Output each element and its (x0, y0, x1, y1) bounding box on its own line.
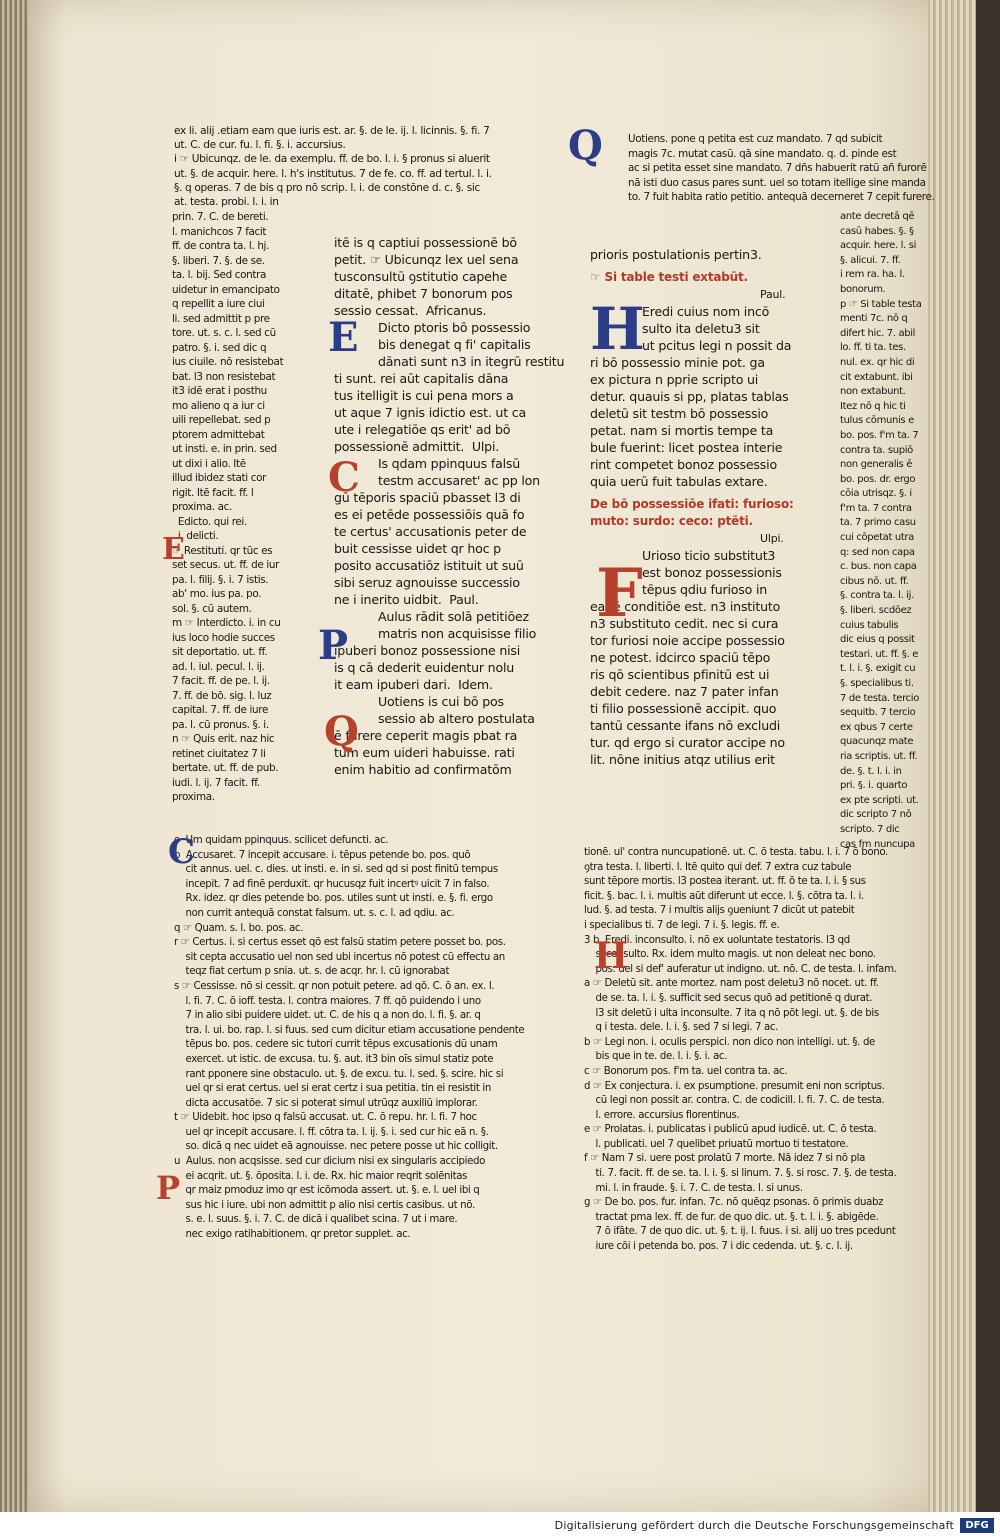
gloss-line: ta. 7 primo casu (840, 517, 916, 529)
gloss-line: ex li. alij .etiam eam que iuris est. ar. §. de le. ij. l. licinnis. §. fi. 7 (174, 125, 490, 137)
gloss-line: cui cōpetat utra (840, 532, 914, 544)
gloss-line: Edicto. qui rei. (172, 515, 247, 528)
text-line: ut pcitus legi n possit da (642, 338, 792, 353)
text-line: bis denegat q fi' capitalis (378, 337, 531, 352)
text-line: ute i relegatiōe qs erit' ad bō (334, 422, 511, 437)
gloss-line: quacunqz mate (840, 736, 914, 748)
gloss-line: ac si petita esset sine mandato. 7 dñs habuerit ratū añ furorē (628, 162, 927, 175)
gloss-line: si consulto. Rx. idem multo magis. ut non deleat nec bono. (584, 949, 876, 961)
text-line: it eam ipuberi dari. Idem. (334, 677, 493, 692)
gloss-line: prin. 7. C. de bereti. (172, 211, 269, 223)
text-line: es ei petēde possessiōis quā fo (334, 507, 525, 522)
gloss-line: nā isti duo casus pares sunt. uel so totam itellige sine manda (628, 176, 926, 189)
dfg-logo-icon: DFG (960, 1518, 994, 1533)
gloss-line: dic eius q possit (840, 634, 915, 646)
gloss-line: proxima. ac. (172, 501, 232, 513)
gloss-line: cit extabunt. ibi (840, 371, 913, 383)
text-line: tēpus qdiu furioso in (642, 582, 768, 597)
gloss-line: l. errore. accursius florentinus. (584, 1109, 740, 1121)
text-line: ditatē, phibet 7 bonorum pos (334, 286, 513, 301)
gloss-line: ab' mo. ius pa. po. (172, 588, 262, 600)
gloss-line: rigit. Itē facit. ff. l (172, 486, 254, 499)
gloss-line: casū habes. §. § (840, 225, 914, 237)
gloss-line: tractat pma lex. ff. de fur. de quo dic. ut. §. t. l. i. §. abigēde. (584, 1211, 879, 1223)
gloss-line: testari. ut. ff. §. e (840, 648, 919, 660)
text-line: buit cessisse uidet qr hoc p (334, 541, 501, 556)
text-line: rint competet bonoz possessio (590, 457, 777, 472)
gloss-line: nec exigo ratihabitionem. qr pretor supplet. ac. (174, 1229, 411, 1241)
text-line: matris non acquisisse filio (378, 626, 537, 641)
initial-h-blue: H (590, 295, 645, 363)
gloss-line: l3 sit deletū i ulta inconsulte. 7 ita q nō pōt legi. ut. §. de bis (584, 1007, 879, 1019)
gloss-line: d ☞ Ex conjectura. i. ex psumptione. presumit eni non scriptus. (584, 1080, 885, 1092)
gloss-line: l. fi. 7. C. ō ioff. testa. l. contra maiores. 7 ff. qō puidendo i uno (174, 995, 481, 1007)
gloss-line: f'm ta. 7 contra (840, 502, 912, 514)
gloss-line: o Um quidam ppinquus. scilicet defuncti. ac. (174, 835, 389, 846)
gloss-line: uel qr si erat certus. uel si erat certz i sua petitia. tin ei resistit in (174, 1083, 491, 1095)
gloss-line: magis 7c. mutat casū. qā sine mandato. q. d. pinde est (628, 147, 897, 160)
gloss-line: sit cepta accusatio uel non sed ubi incertus nō potest cū effectu an (174, 951, 505, 963)
text-line: testm accusaret' ac pp lon (378, 473, 540, 488)
gloss-line: uel qr incepit accusare. l. ff. cōtra ta. l. ij. §. i. sed cur hic eā n. §. (174, 1126, 489, 1138)
gloss-line: sus hic i iure. ubi non admittit p alio nisi certis casibus. ut nō. (174, 1199, 475, 1211)
gloss-line: non currit antequā constat falsum. ut. s. c. l. ad qdiu. ac. (174, 907, 455, 919)
text-line: deletū sit testm bō possessio (590, 406, 769, 421)
gloss-line: q ☞ Quam. s. l. bo. pos. ac. (174, 922, 304, 934)
gloss-line: ei acqrit. ut. §. ōposita. l. i. de. Rx. hic maior reqrit solēnitas (174, 1170, 468, 1182)
gloss-line: q: sed non capa (840, 546, 915, 558)
text-line: ut aque 7 ignis idictio est. ut ca (334, 405, 527, 420)
gloss-line: de. §. t. l. i. in (840, 765, 902, 777)
gloss-line: ante decretā qē (840, 211, 915, 222)
initial-f-red: F (596, 554, 643, 632)
text-line: sessio ab altero postulata (378, 711, 535, 726)
text-line: tus itelligit is cui pena mors a (334, 388, 514, 403)
gloss-line: tulus cōmunis e (840, 415, 914, 427)
gloss-line: illud ibidez stati cor (172, 472, 267, 484)
text-line: tusconsultū ꝯstitutio capehe (334, 269, 508, 284)
text-line: bule fuerint: licet postea interie (590, 440, 783, 455)
gloss-line: tore. ut. s. c. l. sed cū (172, 327, 276, 339)
right-gloss-column (840, 210, 950, 852)
gloss-line: i. delicti. (172, 530, 219, 542)
text-line: ti filio possessionē accipit. quo (590, 701, 777, 716)
gloss-line: n ☞ Quis erit. naz hic (172, 733, 275, 745)
gloss-line: ius loco hodie succes (172, 631, 275, 644)
gloss-line: f ☞ Nam 7 si. uere post prolatū 7 morte. Nā idez 7 si nō pla (584, 1153, 866, 1165)
gloss-line: ut. C. de cur. fu. l. fi. §. i. accursius. (174, 139, 346, 152)
gloss-line: mi. l. in fraude. §. i. 7. C. de testa. l. si unus. (584, 1182, 803, 1194)
gloss-line: sunt tēpore mortis. l3 postea iterant. ut. ff. ō te ta. l. i. § sus (584, 876, 866, 888)
initial-e-blue: E (328, 314, 359, 361)
gloss-line: dic scripto 7 nō (840, 809, 912, 821)
gloss-line: ex qbus 7 certe (840, 721, 913, 733)
gloss-line: ad. l. iul. pecul. l. ij. (172, 660, 265, 673)
gloss-line: a ☞ Deletū sit. ante mortez. nam post deletu3 nō nocet. ut. ff. (584, 978, 879, 990)
initial-q-red: Q (324, 708, 359, 755)
initial-c-red: C (328, 454, 360, 501)
gloss-line: §. liberi. scdōez (840, 605, 912, 617)
gloss-line: dicta accusatōe. 7 sic si poterat simul utrūqz auxiliū implorar. (174, 1097, 478, 1109)
gloss-line: g ☞ De bo. pos. fur. infan. 7c. nō quēqz psonas. ō primis duabz (584, 1197, 884, 1209)
author-label: Ulpi. (760, 532, 784, 545)
text-line: eadē conditiōe est. n3 instituto (590, 599, 781, 614)
text-line: ex pictura n pprie scripto ui (590, 372, 759, 387)
gloss-line: i rem ra. ha. l. (840, 269, 905, 281)
gloss-line: c. bus. non capa (840, 561, 917, 573)
text-line: tum eum uideri habuisse. rati (334, 745, 515, 760)
gloss-line: u Aulus. non acqsisse. sed cur dicium nisi ex singularis accipiedo (174, 1156, 486, 1168)
bottom-right-gloss (584, 846, 950, 1255)
gloss-line: rant pponere sine obstaculo. ut. §. de excu. tu. l. sed. §. scire. hic si (174, 1068, 504, 1080)
gloss-line: l. manichcos 7 facit (172, 225, 267, 238)
text-line: ne potest. idcirco spaciū tēpo (590, 650, 771, 665)
text-line: n3 substituto cedit. nec si cura (590, 616, 779, 631)
gloss-line: cū legi non possit ar. contra. C. de codicill. l. fi. 7. C. de testa. (584, 1095, 885, 1107)
text-line: posito accusatiōz istituit ut suū (334, 558, 524, 573)
gloss-line: acquir. here. l. si (840, 240, 917, 252)
gloss-line: mo alieno q a iur ci (172, 399, 265, 412)
top-left-gloss (174, 124, 594, 209)
gloss-line: Itez nō q hic ti (840, 400, 906, 412)
gloss-line: ☞ Restituti. qr tūc es (172, 544, 273, 557)
gloss-line: at. testa. probi. l. i. in (174, 196, 279, 209)
gloss-line: difert hic. 7. abil (840, 327, 916, 339)
gloss-line: de se. ta. l. i. §. sufficit sed secus quō ad petitionē q durat. (584, 992, 873, 1004)
gloss-line: s. e. l. suus. §. i. 7. C. de dicā i qualibet scina. 7 ut i mare. (174, 1214, 458, 1226)
gloss-line: m ☞ Interdicto. i. in cu (172, 617, 281, 629)
gloss-line: 7 ō ifāte. 7 de quo dic. ut. §. t. ij. l. fuus. i si. alij uo tres pcedunt (584, 1226, 896, 1238)
gloss-line: ria scriptis. ut. ff. (840, 750, 918, 762)
text-line: possessionē admittit. Ulpi. (334, 439, 500, 454)
gloss-line: lo. ff. ti ta. tes. (840, 342, 906, 354)
initial-p-blue: P (318, 622, 349, 669)
gloss-line: 3 b Eredi. inconsulto. i. nō ex uoluntate testatoris. l3 qd (584, 934, 850, 946)
initial-q-blue: Q (568, 122, 603, 169)
text-line: quia uerū fuit tabulas extare. (590, 474, 768, 489)
text-line: ti sunt. rei aūt capitalis dāna (334, 371, 509, 386)
gloss-line: c ☞ Bonorum pos. f'm ta. uel contra ta. ac. (584, 1065, 788, 1077)
gloss-line: t ☞ Uidebit. hoc ipso q falsū accusat. ut. C. ō repu. hr. l. fi. 7 hoc (174, 1112, 477, 1124)
initial-c-blue: C (168, 832, 196, 872)
text-line: est bonoz possessionis (642, 565, 782, 580)
gloss-line: bo. pos. f'm ta. 7 (840, 429, 919, 441)
gloss-line: iure cōi i petenda bo. pos. 7 i dic cedenda. ut. §. c. l. ij. (584, 1241, 853, 1253)
gloss-line: pos. uel si def' auferatur ut indigno. ut. nō. C. de testa. l. infam. (584, 963, 897, 975)
gloss-line: incepit. 7 ad finē perduxit. qr hucusqz fuit incertꝰ uicit 7 in falso. (174, 878, 490, 890)
gloss-line: q i testa. dele. l. i. §. sed 7 si legi. 7 ac. (584, 1022, 779, 1034)
gloss-line: cit annus. uel. c. dies. ut insti. e. in si. sed qd si post finitū tempus (174, 864, 498, 876)
text-line: ē furere ceperit magis pbat ra (334, 728, 518, 743)
gloss-line: bonorum. (840, 283, 886, 295)
gloss-line: l. publicati. uel 7 quelibet priuatū mortuo ti testatore. (584, 1138, 849, 1150)
text-line: Is qdam ppinquus falsū (378, 456, 521, 471)
text-line: Urioso ticio substitut3 (642, 548, 776, 563)
gloss-line: sol. §. cū autem. (172, 602, 252, 615)
text-line: sulto ita deletu3 sit (642, 321, 760, 336)
gloss-line: bat. l3 non resistebat (172, 370, 276, 383)
rubric-heading: De bō possessiōe ifati: furioso: (590, 497, 794, 511)
gloss-line: contra ta. supiō (840, 444, 913, 456)
text-line: Uotiens is cui bō pos (378, 694, 504, 709)
gloss-line: §. contra ta. l. ij. (840, 590, 914, 602)
top-right-gloss (628, 132, 958, 205)
initial-h-red: H (594, 935, 629, 977)
text-line: tur. qd ergo si curator accipe no (590, 735, 785, 750)
text-line: sessio cessat. Africanus. (334, 303, 487, 318)
gloss-line: b ☞ Legi non. i. oculis perspici. non dico non intelligi. ut. §. de (584, 1036, 875, 1048)
gloss-line: uidetur in emancipato (172, 283, 280, 296)
text-line: te certus' accusationis peter de (334, 524, 527, 539)
gloss-line: q repellit a iure ciui (172, 298, 265, 310)
gloss-line: ut insti. e. in prin. sed (172, 443, 277, 455)
gloss-line: 7 in alio sibi puidere uidet. ut. C. de his q a non do. l. fi. §. ar. q (174, 1010, 481, 1022)
text-line: petat. nam si mortis tempe ta (590, 423, 774, 438)
gloss-line: to. 7 fuit habita ratio petitio. antequā decerneret 7 cepit furere. (628, 191, 935, 204)
text-line: itē is q captiui possessionē bō (334, 235, 517, 250)
rubric-heading: muto: surdo: ceco: ptēti. (590, 514, 753, 528)
gloss-line: pri. §. i. quarto (840, 780, 908, 792)
gloss-line: pa. l. cū pronus. §. i. (172, 718, 269, 731)
gloss-line: ꝯtra testa. l. liberti. l. Itē quito qui def. 7 extra cuz tabule (584, 861, 852, 873)
gloss-line: ius ciuile. nō resistebat (172, 356, 284, 368)
gloss-line: iudi. l. ij. 7 facit. ff. (172, 776, 260, 789)
text-line: ne i inerito uidbit. Paul. (334, 592, 479, 607)
gloss-line: tēpus bo. pos. cedere sic tutori currit tēpus excusationis dū unam (174, 1039, 498, 1051)
text-line: Aulus rādit solā petitiōez (378, 609, 529, 624)
gloss-line: Rx. idez. qr dies petende bo. pos. utiles sunt ut insti. e. §. fi. ergo (174, 893, 493, 905)
gloss-line: 7. ff. de bō. sig. l. luz (172, 689, 272, 702)
gloss-line: ut. §. de acquir. here. l. h's institutus. 7 de fe. co. ff. ad tertul. l. i. (174, 167, 492, 180)
text-line: debit cedere. naz 7 pater infan (590, 684, 779, 699)
initial-e-red: E (162, 532, 185, 567)
gloss-line: p ☞ Si table testa (840, 298, 922, 310)
gloss-line: §. q operas. 7 de bis q pro nō scrip. l. i. de constōne d. c. §. sic (174, 181, 480, 194)
gloss-line: scripto. 7 dic (840, 823, 900, 835)
gloss-line: cōia utrisqz. §. i (840, 488, 912, 500)
gloss-line: i ☞ Ubicunqz. de le. da exemplu. ff. de bo. l. i. § pronus si aluerit (174, 153, 490, 166)
text-line: tantū cessante ifans nō excludi (590, 718, 781, 733)
gloss-line: bis que in te. de. l. i. §. i. ac. (584, 1051, 727, 1063)
text-line: petit. ☞ Ubicunqz lex uel sena (334, 252, 519, 267)
gloss-line: t. l. i. §. exigit cu (840, 663, 916, 675)
gloss-line: §. specialibus ti. (840, 678, 914, 689)
gloss-line: tionē. ul' contra nuncupationē. ut. C. ō testa. tabu. l. i. 7 ō bono. (584, 847, 888, 858)
rubric-heading: ☞ Si table testi extabūt. (590, 270, 748, 284)
gloss-line: set secus. ut. ff. de iur (172, 559, 280, 571)
gloss-line: non extabunt. (840, 386, 906, 398)
gloss-line: patro. §. i. sed dic q (172, 341, 267, 354)
author-label: Paul. (760, 288, 786, 301)
digitization-footer (0, 1512, 1000, 1540)
gloss-line: it3 idē erat i posthu (172, 385, 267, 397)
gloss-line: so. dicā q nec uidet eā agnouisse. nec petere posse ut hic colligit. (174, 1141, 498, 1153)
gloss-line: non generalis ē (840, 459, 913, 471)
gloss-line: ficit. §. bac. l. i. multis aūt diferunt ut ecce. l. §. cōtra ta. l. i. (584, 890, 864, 902)
text-line: sibi seruz agnouisse successio (334, 575, 520, 590)
gloss-line: menti 7c. nō q (840, 313, 908, 325)
main-text-column-left (334, 234, 570, 778)
text-line: Dicto ptoris bō possessio (378, 320, 531, 335)
text-line: lit. nōne initius atqz utilius erit (590, 752, 775, 767)
gloss-line: §. liberi. 7. §. de se. (172, 254, 265, 267)
gloss-line: bertate. ut. ff. de pub. (172, 762, 279, 774)
text-line: is q cā dederit euidentur nolu (334, 660, 515, 675)
text-line: ipuberi bonoz possessione nisi (334, 643, 521, 658)
text-line: prioris postulationis pertin3. (590, 247, 762, 262)
text-line: enim habitio ad confirmatōm (334, 762, 512, 777)
text-line: ri bō possessio minie pot. ga (590, 355, 765, 370)
gloss-line: qr maiz pmoduz imo qr est icōmoda assert. ut. §. e. l. uel ibi q (174, 1185, 480, 1197)
gloss-line: 7 facit. ff. de pe. l. ij. (172, 675, 270, 687)
gloss-line: li. sed admittit p pre (172, 312, 270, 325)
book-page (28, 0, 976, 1512)
text-line: ris qō scientibus pfinitū est ui (590, 667, 770, 682)
bottom-left-gloss (174, 834, 594, 1243)
gloss-line: s ☞ Cessisse. nō si cessit. qr non potuit petere. ad qō. C. ō an. ex. l. (174, 980, 495, 992)
gloss-line: cibus nō. ut. ff. (840, 575, 909, 587)
gloss-line: retinet ciuitatez 7 li (172, 747, 266, 760)
gloss-line: §. alicui. 7. ff. (840, 254, 901, 266)
gloss-line: lud. §. ad testa. 7 i multis alijs ꝯueniunt 7 dicūt ut patebit (584, 905, 855, 917)
gloss-line: sequitb. 7 tercio (840, 707, 916, 719)
gloss-line: capital. 7. ff. de iure (172, 704, 269, 716)
gloss-line: ex pte scripti. ut. (840, 794, 919, 806)
gloss-line: p Accusaret. 7 incepit accusare. i. tēpus petende bo. pos. quō (174, 849, 471, 861)
gloss-line: exercet. ut istic. de excusa. tu. §. aut. it3 bin oīs simul statiz pote (174, 1053, 494, 1065)
left-gloss-column (172, 210, 332, 805)
gloss-line: teqz fiat certum p snia. ut. s. de acqr. hr. l. cū ignorabat (174, 966, 450, 978)
gloss-line: ff. de contra ta. l. hj. (172, 240, 270, 252)
text-line: tor furiosi noie accipe possessio (590, 633, 785, 648)
gloss-line: uili repellebat. sed p (172, 414, 271, 426)
gloss-line: ti. 7. facit. ff. de se. ta. l. i. §. si linum. 7. §. si rosc. 7. §. de testa. (584, 1168, 897, 1180)
footer-credit: Digitalisierung gefördert durch die Deutsche Forschungsgemeinschaft (554, 1519, 954, 1532)
gloss-line: tra. l. ui. bo. rap. l. si fuus. sed cum dicitur etiam accusatione pendente (174, 1024, 525, 1036)
gloss-line: ta. l. bij. Sed contra (172, 269, 267, 281)
text-line: gū tēporis spaciū pbasset l3 di (334, 490, 521, 505)
gloss-line: cas fm nuncupa (840, 838, 915, 850)
gloss-line: Uotiens. pone q petita est cuz mandato. 7 qd subicit (628, 133, 883, 145)
gloss-line: sit deportatio. ut. ff. (172, 646, 268, 658)
gloss-line: proxima. (172, 791, 215, 803)
gloss-line: i specialibus ti. 7 de legi. 7 i. §. legis. ff. e. (584, 919, 780, 931)
text-line: dānati sunt n3 in itegrū restitu (378, 354, 565, 369)
initial-p-red: P (156, 1169, 181, 1207)
left-page-edge (0, 0, 28, 1512)
gloss-line: e ☞ Prolatas. i. publicatas i publicū apud iudicē. ut. C. ō testa. (584, 1124, 877, 1136)
gloss-line: 7 de testa. tercio (840, 692, 919, 704)
gloss-line: pa. l. filij. §. i. 7 istis. (172, 573, 269, 586)
gloss-line: cuius tabulis (840, 619, 899, 631)
text-line: Eredi cuius nom incō (642, 304, 770, 319)
text-line: detur. quauis si pp, platas tablas (590, 389, 789, 404)
gloss-line: ut dixi i alio. Itē (172, 457, 246, 470)
gloss-line: nul. ex. qr hic di (840, 356, 915, 368)
gloss-line: r ☞ Certus. i. si certus esset qō est falsū statim petere posset bo. pos. (174, 937, 506, 949)
gloss-line: ptorem admittebat (172, 428, 265, 441)
gloss-line: bo. pos. dr. ergo (840, 473, 916, 485)
